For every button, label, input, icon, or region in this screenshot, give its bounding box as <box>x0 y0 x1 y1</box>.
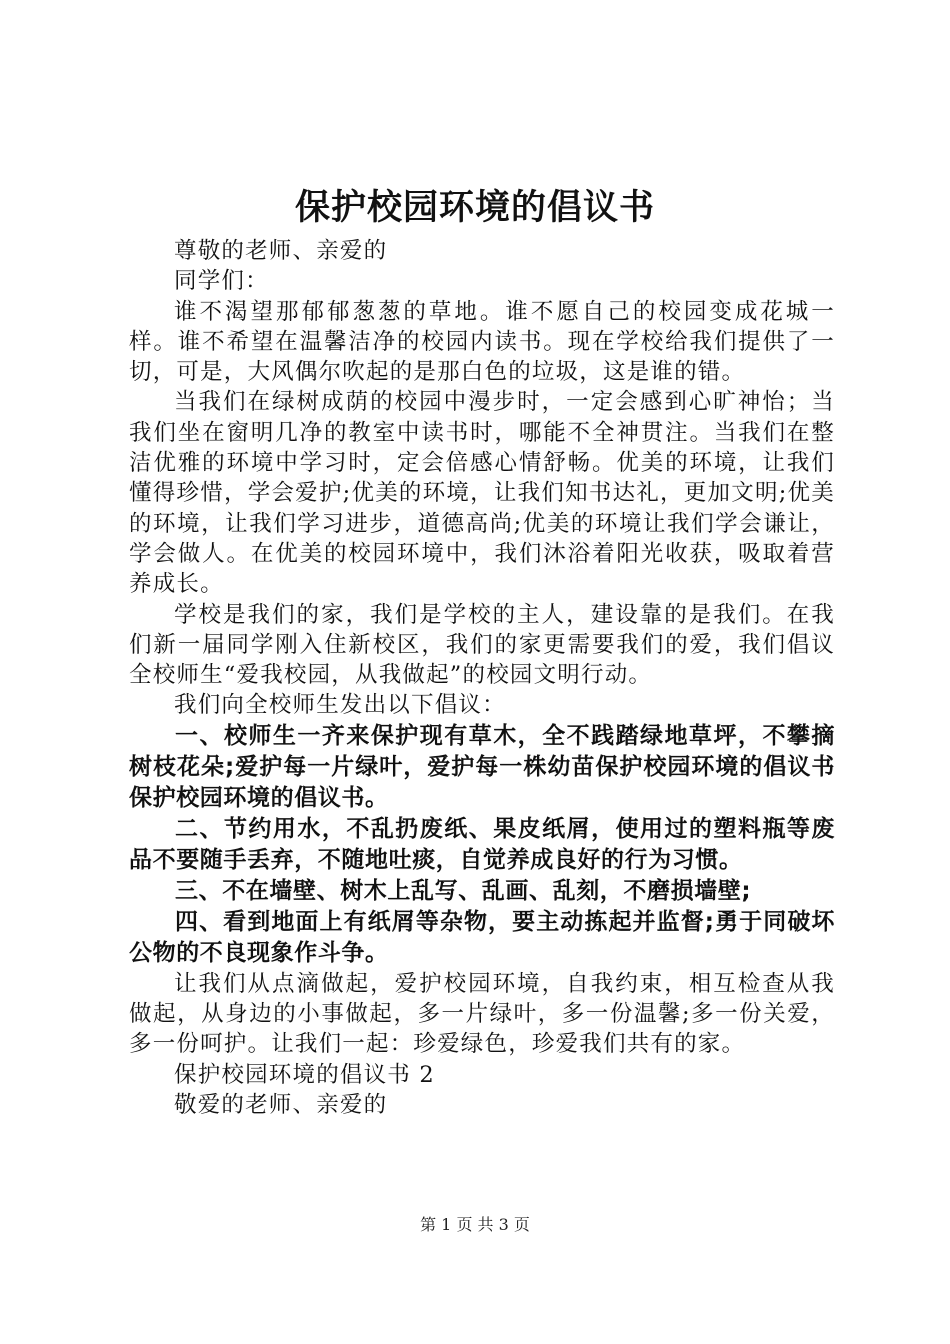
paragraph: 让我们从点滴做起，爱护校园环境，自我约束，相互检查从我做起，从身边的小事做起，多一片绿叶，多一份温馨;多一份关爱，多一份呵护。让我们一起：珍爱绿色，珍爱我们共有的家。 <box>129 970 835 1058</box>
proposal-item: 一、校师生一齐来保护现有草木，全不践踏绿地草坪，不攀摘树枝花朵;爱护每一片绿叶，爱护每一株幼苗保护校园环境的倡议书保护校园环境的倡议书。 <box>129 722 835 811</box>
paragraph: 学校是我们的家，我们是学校的主人，建设靠的是我们。在我们新一届同学刚入住新校区，我们的家更需要我们的爱，我们倡议全校师生“爱我校园，从我做起”的校园文明行动。 <box>129 601 835 689</box>
paragraph: 保护校园环境的倡议书 2 <box>174 1061 435 1088</box>
proposal-item: 三、不在墙壁、树木上乱写、乱画、乱刻，不磨损墙壁; <box>175 877 752 904</box>
document-body <box>129 236 835 1120</box>
proposal-item: 二、节约用水，不乱扔废纸、果皮纸屑，使用过的塑料瓶等废品不要随手丢弃，不随地吐痰，自觉养成良好的行为习惯。 <box>129 815 835 873</box>
document-title: 保护校园环境的倡议书 <box>294 187 655 228</box>
paragraph: 当我们在绿树成荫的校园中漫步时，一定会感到心旷神怡；当我们坐在窗明几净的教室中读书时，哪能不全神贯注。当我们在整洁优雅的环境中学习时，定会倍感心情舒畅。优美的环境，让我们懂得珍惜，学会爱护;优美的环境，让我们知书达礼，更加文明;优美的环境，让我们学习进步，道德高尚;优美的环境让我们学会谦让，学会做人。在优美的校园环境中，我们沐浴着阳光收获，吸取着营养成长。 <box>129 389 835 598</box>
paragraph: 我们向全校师生发出以下倡议： <box>174 692 506 719</box>
paragraph: 尊敬的老师、亲爱的 <box>174 238 388 264</box>
proposal-item: 四、看到地面上有纸屑等杂物，要主动拣起并监督;勇于同破坏公物的不良现象作斗争。 <box>129 908 835 966</box>
paragraph: 同学们： <box>174 268 269 295</box>
page-footer: 第 1 页 共 3 页 <box>420 1215 530 1234</box>
paragraph: 谁不渴望那郁郁葱葱的草地。谁不愿自己的校园变成花城一样。谁不希望在温馨洁净的校园内读书。现在学校给我们提供了一切，可是，大风偶尔吹起的是那白色的垃圾，这是谁的错。 <box>129 298 835 386</box>
paragraph: 敬爱的老师、亲爱的 <box>174 1091 388 1118</box>
